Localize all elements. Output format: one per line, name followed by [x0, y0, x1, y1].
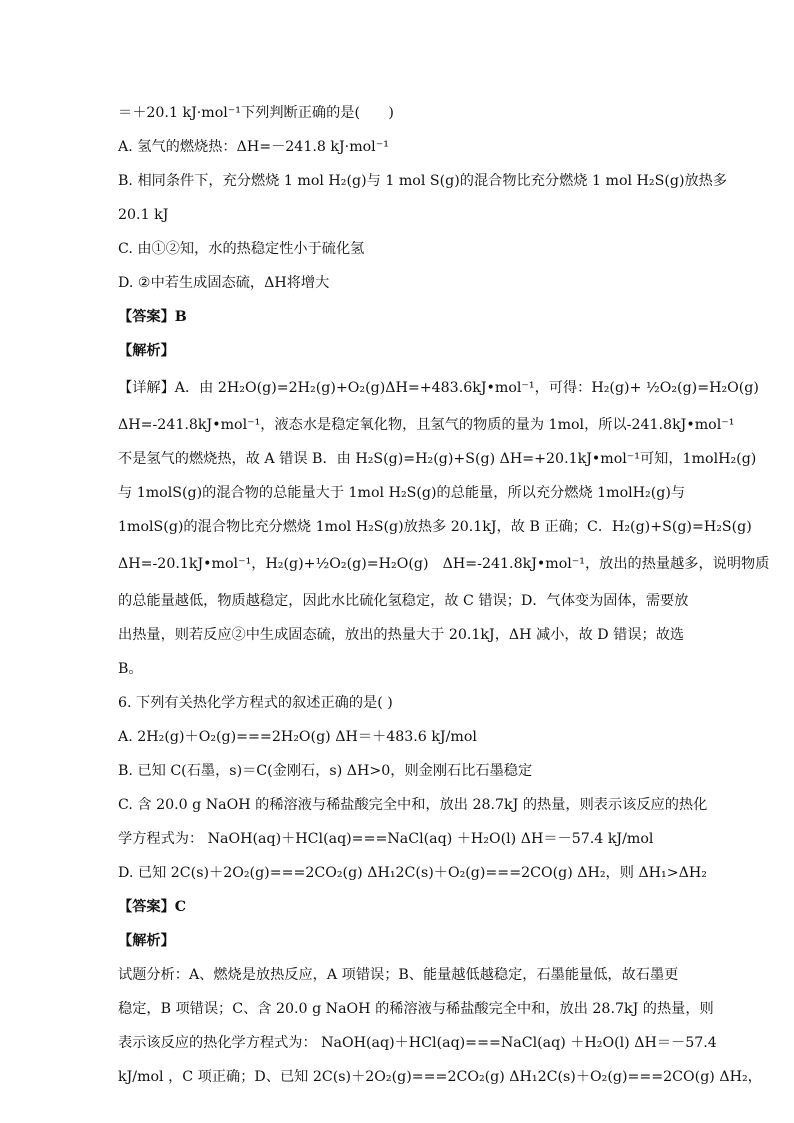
q5-option-b-cont: 20.1 kJ — [118, 207, 169, 223]
q5-detail-4: 与 1molS(g)的混合物的总能量大于 1mol H₂S(g)的总能量，所以充分燃烧 1molH₂(g)与 — [118, 485, 686, 501]
q5-detail-2: ΔH=-241.8kJ•mol⁻¹，液态水是稳定氧化物，且氢气的物质的量为 1mol，所以-241.8kJ•mol⁻¹ — [118, 417, 735, 433]
q5-detail-5: 1molS(g)的混合物比充分燃烧 1mol H₂S(g)放热多 20.1kJ，故 B 正确；C．H₂(g)+S(g)=H₂S(g) — [118, 519, 752, 535]
q6-option-c-cont: 学方程式为： NaOH(aq)＋HCl(aq)===NaCl(aq) ＋H₂O(l) ΔH＝－57.4 kJ/mol — [118, 831, 654, 847]
q5-detail-1: 【详解】A．由 2H₂O(g)=2H₂(g)+O₂(g)ΔH=+483.6kJ•mol⁻¹，可得：H₂(g)+ ½O₂(g)=H₂O(g) — [118, 380, 759, 396]
q5-analysis-label: 【解析】 — [118, 343, 175, 359]
q6-answer: 【答案】C — [118, 899, 187, 915]
q5-option-d: D. ②中若生成固态硫，ΔH将增大 — [118, 275, 330, 291]
q6-analysis-label: 【解析】 — [118, 933, 175, 949]
q5-detail-7: 的总能量越低，物质越稳定，因此水比硫化氢稳定，故 C 错误；D．气体变为固体，需要放 — [118, 593, 689, 609]
q5-option-b: B. 相同条件下，充分燃烧 1 mol H₂(g)与 1 mol S(g)的混合物比充分燃烧 1 mol H₂S(g)放热多 — [118, 173, 728, 189]
q5-stem-end: ＝＋20.1 kJ·mol⁻¹下列判断正确的是( ) — [118, 105, 394, 121]
q6-option-b: B. 已知 C(石墨，s)＝C(金刚石，s) ΔH>0，则金刚石比石墨稳定 — [118, 763, 533, 779]
q6-analysis-2: 稳定，B 项错误；C、含 20.0 g NaOH 的稀溶液与稀盐酸完全中和，放出 28.7kJ 的热量，则 — [118, 1001, 714, 1017]
q6-option-d: D. 已知 2C(s)＋2O₂(g)===2CO₂(g) ΔH₁2C(s)＋O₂(g)===2CO(g) ΔH₂，则 ΔH₁>ΔH₂ — [118, 865, 707, 881]
q5-detail-6: ΔH=-20.1kJ•mol⁻¹，H₂(g)+½O₂(g)=H₂O(g) ΔH=-241.8kJ•mol⁻¹，放出的热量越多，说明物质 — [118, 556, 770, 572]
q5-option-a: A. 氢气的燃烧热：ΔH=－241.8 kJ·mol⁻¹ — [118, 139, 389, 155]
q6-analysis-3: 表示该反应的热化学方程式为： NaOH(aq)＋HCl(aq)===NaCl(aq) ＋H₂O(l) ΔH＝－57.4 — [118, 1035, 717, 1051]
q6-stem: 6. 下列有关热化学方程式的叙述正确的是( ) — [118, 695, 393, 711]
q6-analysis-1: 试题分析：A、燃烧是放热反应，A 项错误；B、能量越低越稳定，石墨能量低，故石墨更 — [118, 967, 679, 983]
q5-detail-3: 不是氢气的燃烧热，故 A 错误 B．由 H₂S(g)=H₂(g)+S(g) ΔH=+20.1kJ•mol⁻¹可知，1molH₂(g) — [118, 451, 757, 467]
q5-option-c: C. 由①②知，水的热稳定性小于硫化氢 — [118, 241, 365, 257]
q5-answer: 【答案】B — [118, 309, 187, 325]
q6-analysis-4: kJ/mol ，C 项正确；D、已知 2C(s)＋2O₂(g)===2CO₂(g) ΔH₁2C(s)＋O₂(g)===2CO(g) ΔH₂， — [118, 1069, 762, 1085]
q5-detail-9: B。 — [118, 661, 143, 677]
q6-option-c: C. 含 20.0 g NaOH 的稀溶液与稀盐酸完全中和，放出 28.7kJ 的热量，则表示该反应的热化 — [118, 797, 708, 813]
q5-detail-8: 出热量，则若反应②中生成固态硫，放出的热量大于 20.1kJ，ΔH 减小，故 D 错误；故选 — [118, 627, 685, 643]
q6-option-a: A. 2H₂(g)＋O₂(g)===2H₂O(g) ΔH＝＋483.6 kJ/mol — [118, 729, 477, 745]
